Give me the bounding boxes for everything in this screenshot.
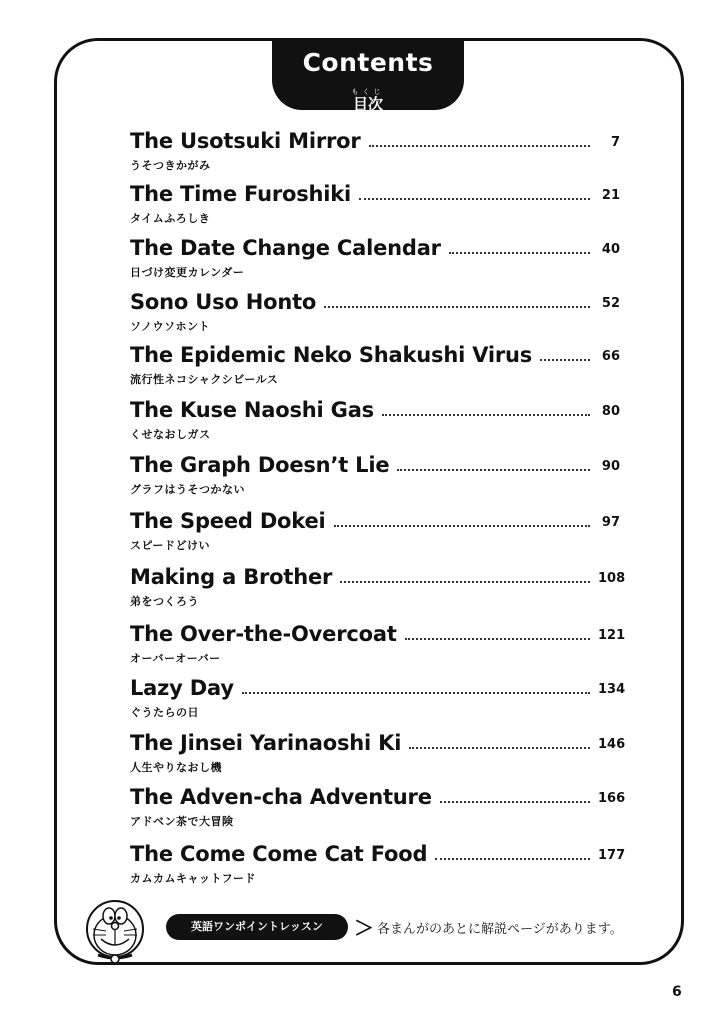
toc-subtitle: 人生やりなおし機 xyxy=(130,761,222,774)
toc-page-number: 97 xyxy=(601,515,620,530)
contents-header-tab xyxy=(272,38,464,113)
dot-leader xyxy=(405,638,590,640)
toc-item[interactable] xyxy=(130,782,626,836)
dot-leader xyxy=(340,581,590,583)
toc-subtitle: 流行性ネコシャクシビールス xyxy=(130,373,279,386)
dot-leader xyxy=(324,306,590,308)
toc-page-number: 80 xyxy=(601,404,620,419)
toc-page-number: 21 xyxy=(601,188,620,203)
toc-page-number: 177 xyxy=(598,848,626,863)
toc-subtitle: ソノウソホント xyxy=(130,320,211,333)
toc-title: The Jinsei Yarinaoshi Ki xyxy=(130,731,402,755)
toc-page-number: 108 xyxy=(598,571,626,586)
toc-subtitle: うそつきかがみ xyxy=(130,159,211,172)
toc-subtitle: タイムふろしき xyxy=(130,212,211,225)
toc-item[interactable] xyxy=(130,450,620,504)
lesson-area xyxy=(84,895,664,965)
dot-leader xyxy=(359,198,590,200)
toc-subtitle: 日づけ変更カレンダー xyxy=(130,266,245,279)
dot-leader xyxy=(382,414,590,416)
arrow-right-icon: ＞ xyxy=(354,916,374,940)
toc-title: The Graph Doesn’t Lie xyxy=(130,453,390,477)
toc-page-number: 40 xyxy=(601,242,620,257)
toc-item[interactable] xyxy=(130,673,626,727)
lesson-note: 各まんがのあとに解説ページがあります。 xyxy=(377,922,623,937)
toc-title: The Usotsuki Mirror xyxy=(130,129,361,153)
toc-subtitle: アドベン茶で大冒険 xyxy=(130,815,234,828)
toc-item[interactable] xyxy=(130,287,620,341)
toc-title: The Date Change Calendar xyxy=(130,236,441,260)
contents-subtitle-ruby: もくじ xyxy=(351,88,385,96)
toc-item[interactable] xyxy=(130,728,626,782)
toc-subtitle: グラフはうそつかない xyxy=(130,483,245,496)
toc-title: The Come Come Cat Food xyxy=(130,842,428,866)
toc-item[interactable] xyxy=(130,839,626,893)
toc-page-number: 146 xyxy=(598,737,626,752)
dot-leader xyxy=(242,692,590,694)
toc-title: The Over-the-Overcoat xyxy=(130,622,397,646)
toc-subtitle: カムカムキャットフード xyxy=(130,872,256,885)
toc-item[interactable] xyxy=(130,506,620,560)
toc-title: The Adven-cha Adventure xyxy=(130,785,432,809)
dot-leader xyxy=(449,252,590,254)
toc-item[interactable] xyxy=(130,562,626,616)
toc-item[interactable] xyxy=(130,619,626,673)
toc-page-number: 121 xyxy=(598,628,626,643)
toc-subtitle: オーバーオーバー xyxy=(130,652,221,665)
toc-page-number: 52 xyxy=(601,296,620,311)
dot-leader xyxy=(435,858,590,860)
toc-subtitle: ぐうたらの日 xyxy=(130,706,199,719)
toc-item[interactable] xyxy=(130,126,620,180)
doraemon-mascot-icon xyxy=(84,895,146,965)
toc-page-number: 134 xyxy=(598,682,626,697)
dot-leader xyxy=(369,145,590,147)
toc-page-number: 7 xyxy=(610,135,620,150)
toc-item[interactable] xyxy=(130,179,620,233)
toc-title: The Speed Dokei xyxy=(130,509,326,533)
dot-leader xyxy=(334,525,590,527)
dot-leader xyxy=(440,801,590,803)
dot-leader xyxy=(540,359,590,361)
toc-subtitle: 弟をつくろう xyxy=(130,595,199,608)
page-number: 6 xyxy=(672,984,682,1000)
dot-leader xyxy=(397,469,590,471)
toc-item[interactable] xyxy=(130,395,620,449)
toc-title: The Epidemic Neko Shakushi Virus xyxy=(130,343,533,367)
contents-subtitle: 目次 xyxy=(352,95,383,113)
toc-page-number: 166 xyxy=(598,791,626,806)
toc-subtitle: くせなおしガス xyxy=(130,428,211,441)
toc-title: Lazy Day xyxy=(130,676,234,700)
toc-title: The Kuse Naoshi Gas xyxy=(130,398,374,422)
dot-leader xyxy=(409,747,590,749)
toc-title: Making a Brother xyxy=(130,565,333,589)
toc-item[interactable] xyxy=(130,340,620,394)
contents-title: Contents xyxy=(302,48,434,77)
toc-subtitle: スピードどけい xyxy=(130,539,211,552)
toc-title: The Time Furoshiki xyxy=(130,182,352,206)
toc-title: Sono Uso Honto xyxy=(130,290,317,314)
toc-page-number: 66 xyxy=(601,349,620,364)
toc-page-number: 90 xyxy=(601,459,620,474)
toc-item[interactable] xyxy=(130,233,620,287)
english-lesson-badge: 英語ワンポイントレッスン xyxy=(166,914,348,940)
